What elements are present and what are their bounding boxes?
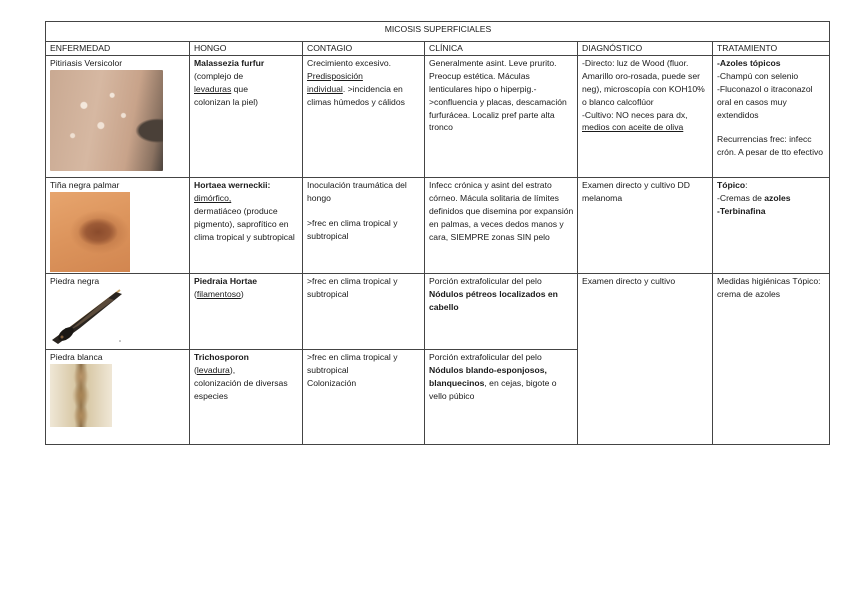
cell-hongo <box>190 349 303 444</box>
clinica-bold: Nódulos pétreos localizados en cabello <box>429 288 558 312</box>
cell-clinica <box>425 273 578 349</box>
cell-diagnostico: Examen directo y cultivo <box>578 273 713 444</box>
header-diagnostico: DIAGNÓSTICO <box>578 42 713 56</box>
fungus-text: que <box>231 83 248 94</box>
clinica-text: Porción extrafolicular del pelo <box>429 275 542 286</box>
cell-diagnostico: Examen directo y cultivo DD melanoma <box>578 177 713 273</box>
cell-enfermedad <box>46 273 190 349</box>
cell-tratamiento <box>713 177 830 273</box>
fungus-text-underlined: levadura <box>196 364 230 375</box>
header-hongo: HONGO <box>190 42 303 56</box>
cell-clinica <box>425 349 578 444</box>
tratamiento-bold: -Azoles tópicos <box>717 57 781 68</box>
contagio-text: Colonización <box>307 377 357 388</box>
fungus-text-underlined: levaduras <box>194 83 232 94</box>
cell-tratamiento <box>713 55 830 177</box>
tratamiento-bold: azoles <box>764 192 791 203</box>
cell-enfermedad <box>46 177 190 273</box>
cell-contagio <box>303 55 425 177</box>
tratamiento-text: -Champú con selenio <box>717 70 799 81</box>
contagio-text-underlined: Predisposición <box>307 70 363 81</box>
contagio-text: . >incidencia <box>342 83 391 94</box>
fungus-text: colonización de diversas especies <box>194 377 288 401</box>
contagio-text: Crecimiento excesivo. <box>307 57 392 68</box>
cell-hongo <box>190 177 303 273</box>
pitiriasis-skin-photo <box>50 70 163 171</box>
header-row <box>46 42 830 56</box>
tratamiento-bold: -Terbinafina <box>717 205 766 216</box>
piedra-blanca-hair-photo <box>50 364 112 427</box>
table-title: MICOSIS SUPERFICIALES <box>46 22 830 42</box>
disease-name: Tiña negra palmar <box>50 179 120 190</box>
spacer <box>717 121 826 133</box>
spacer <box>307 205 421 217</box>
table-row <box>46 177 830 273</box>
fungus-text: ( <box>194 288 197 299</box>
fungus-name: Hortaea werneckii: <box>194 179 271 190</box>
fungus-name: Piedraia Hortae <box>194 275 258 286</box>
disease-name: Pitiriasis Versicolor <box>50 57 123 68</box>
piedra-negra-hair-photo <box>50 288 123 345</box>
diagnostico-text-underlined: medios con aceite de oliva <box>582 122 684 133</box>
micosis-table <box>45 21 830 445</box>
table-row <box>46 273 830 349</box>
diagnostico-text: -Directo: luz de Wood (fluor. Amarillo oro-rosada, puede ser neg), microscopía con KOH10% o blanco calcoflúor <box>582 57 705 107</box>
disease-name: Piedra negra <box>50 275 100 286</box>
contagio-text-underlined: individual <box>307 83 343 94</box>
cell-clinica: Infecc crónica y asint del estrato córneo. Mácula solitaria de límites definidos que disemina por expansión en palmas, a veces dedos manos y cara, SIEMPRE zonas SIN pelo <box>425 177 578 273</box>
header-enfermedad: ENFERMEDAD <box>46 42 190 56</box>
cell-hongo <box>190 55 303 177</box>
header-clinica: CLÍNICA <box>425 42 578 56</box>
contagio-text: >frec en clima tropical y subtropical <box>307 351 398 375</box>
fungus-text: ), <box>229 364 236 375</box>
contagio-text: en climas húmedos y cálidos <box>307 83 405 107</box>
fungus-text: ) <box>240 288 244 299</box>
fungus-text-underlined: dimórfico, <box>194 192 232 203</box>
disease-name: Piedra blanca <box>50 351 103 362</box>
tratamiento-text: : <box>745 179 748 190</box>
clinica-text: Porción extrafolicular del pelo <box>429 351 542 362</box>
fungus-text: (complejo de <box>194 70 244 81</box>
fungus-text: dermatiáceo (produce pigmento), saprofítico en clima tropical y subtropical <box>194 205 295 242</box>
header-contagio: CONTAGIO <box>303 42 425 56</box>
tratamiento-text: -Cremas de <box>717 192 765 203</box>
table-row <box>46 55 830 177</box>
contagio-text: >frec en clima tropical y subtropical <box>307 217 398 241</box>
fungus-text: ( <box>194 364 197 375</box>
fungus-text-underlined: filamentoso <box>196 288 241 299</box>
fungus-text: colonizan la piel) <box>194 96 259 107</box>
tina-negra-palm-photo <box>50 192 130 272</box>
cell-tratamiento: Medidas higiénicas Tópico: crema de azoles <box>713 273 830 444</box>
cell-contagio: >frec en clima tropical y subtropical <box>303 273 425 349</box>
contagio-text: Inoculación traumática del hongo <box>307 179 407 203</box>
tratamiento-bold: Tópico <box>717 179 746 190</box>
clinica-bold: Nódulos blando-esponjosos, blanquecinos <box>429 364 547 388</box>
cell-contagio <box>303 177 425 273</box>
fungus-name: Trichosporon <box>194 351 249 362</box>
cell-contagio <box>303 349 425 444</box>
cell-enfermedad <box>46 349 190 444</box>
fungus-name: Malassezia furfur <box>194 57 265 68</box>
cell-hongo <box>190 273 303 349</box>
tratamiento-text: -Fluconazol o itraconazol oral en casos muy extendidos <box>717 83 813 120</box>
cell-clinica: Generalmente asint. Leve prurito. Preocup estética. Máculas lenticulares hipo o hiperpig.->confluencia y placas, descamación furfurácea. Localiz pref parte alta tronco <box>425 55 578 177</box>
cell-enfermedad <box>46 55 190 177</box>
cell-diagnostico <box>578 55 713 177</box>
diagnostico-text: -Cultivo: NO neces para dx, <box>582 109 688 120</box>
header-tratamiento: TRATAMIENTO <box>713 42 830 56</box>
tratamiento-text: Recurrencias frec: infecc crón. A pesar de tto efectivo <box>717 134 824 158</box>
clinica-text: , en cejas, bigote o vello púbico <box>429 377 557 401</box>
